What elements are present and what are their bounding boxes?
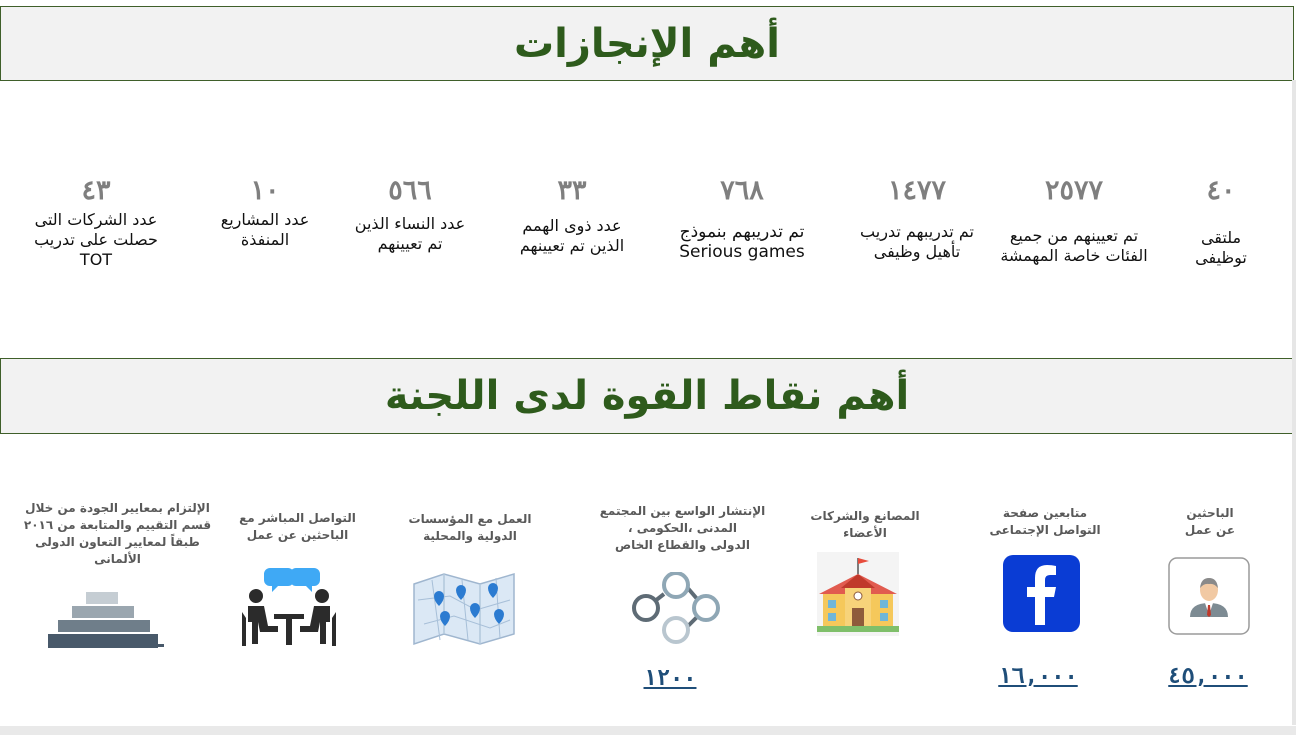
strength-label: التواصل الإجتماعى [989,523,1101,537]
strength-item [1150,505,1270,539]
person-icon [1168,557,1250,635]
achievements-title: أهم الإنجازات [513,20,781,67]
stat-number: ٣٣ [557,175,587,206]
stacked-bars-icon [48,590,166,654]
stat-item [6,176,186,270]
count-network: ١٢٠٠ [643,666,697,691]
stat-number: ٢٥٧٧ [1044,175,1103,206]
stat-item [502,176,642,256]
stat-text: عدد النساء الذين تم تعيينهم [354,214,466,253]
stat-item [340,176,480,254]
scroll-edge [1292,80,1296,725]
strength-label: المدنى ،الحكومى ، [627,521,738,535]
strength-label: الأعضاء [843,526,887,540]
stat-number: ١٤٧٧ [887,175,946,206]
stat-item [842,176,992,262]
strength-label: طبقاً لمعايير التعاون الدولى الألمانى [35,535,200,566]
network-icon [628,572,724,644]
strength-label: عن عمل [1184,523,1236,537]
strength-item [225,510,370,544]
count-job-seekers: ٤٥,٠٠٠ [1168,664,1248,689]
strength-item [590,503,775,554]
stat-text: ملتقى توظيفى [1195,228,1247,267]
stat-item [994,176,1154,266]
achievements-banner [0,6,1294,81]
strengths-banner [0,358,1294,434]
strength-item [790,508,940,542]
stat-text: عدد ذوى الهمم الذين تم تعيينهم [519,216,625,255]
count-social-followers: ١٦,٠٠٠ [998,664,1078,689]
stat-text: تم تعيينهم من جميع الفئات خاصة المهمشة [1000,226,1148,265]
strengths-title: أهم نقاط القوة لدى اللجنة [384,373,910,419]
strength-label: المصانع والشركات [810,509,920,523]
strength-label: الباحثين [1186,506,1234,520]
bottom-edge [0,726,1296,735]
strength-item [395,511,545,545]
stat-number: ٤٣ [81,175,111,206]
strength-label: العمل مع المؤسسات [408,512,532,526]
strength-label: الدولية والمحلية [423,529,517,543]
stat-item [662,176,822,262]
stat-text: تم تدريبهم تدريب تأهيل وظيفى [860,222,974,261]
school-building-icon [817,552,899,636]
strength-item [10,500,225,568]
stat-text: تم تدريبهم بنموذج Serious games [679,222,805,262]
map-icon [410,570,518,646]
strength-label: الإلتزام بمعايير الجودة من خلال [25,501,210,515]
facebook-icon[interactable] [1003,555,1080,632]
strength-item [970,505,1120,539]
strength-label: متابعين صفحة [1002,506,1088,520]
stat-text: عدد الشركات التى حصلت على تدريب TOT [34,210,158,269]
stat-text: عدد المشاريع المنفذة [220,210,310,249]
stat-number: ٤٠ [1206,175,1236,206]
strength-label: الإنتشار الواسع بين المجتمع [599,504,766,518]
stat-number: ٥٦٦ [388,175,432,206]
meeting-icon [240,564,338,650]
stat-number: ٧٦٨ [720,175,764,206]
stat-item [205,176,325,250]
strength-label: التواصل المباشر مع [239,511,356,525]
stat-number: ١٠ [250,175,280,206]
strength-label: الدولى والقطاع الخاص [614,538,751,552]
stat-item [1176,176,1266,268]
strength-label: الباحثين عن عمل [246,528,349,542]
strength-label: قسم التقييم والمتابعة من ٢٠١٦ [23,518,212,532]
